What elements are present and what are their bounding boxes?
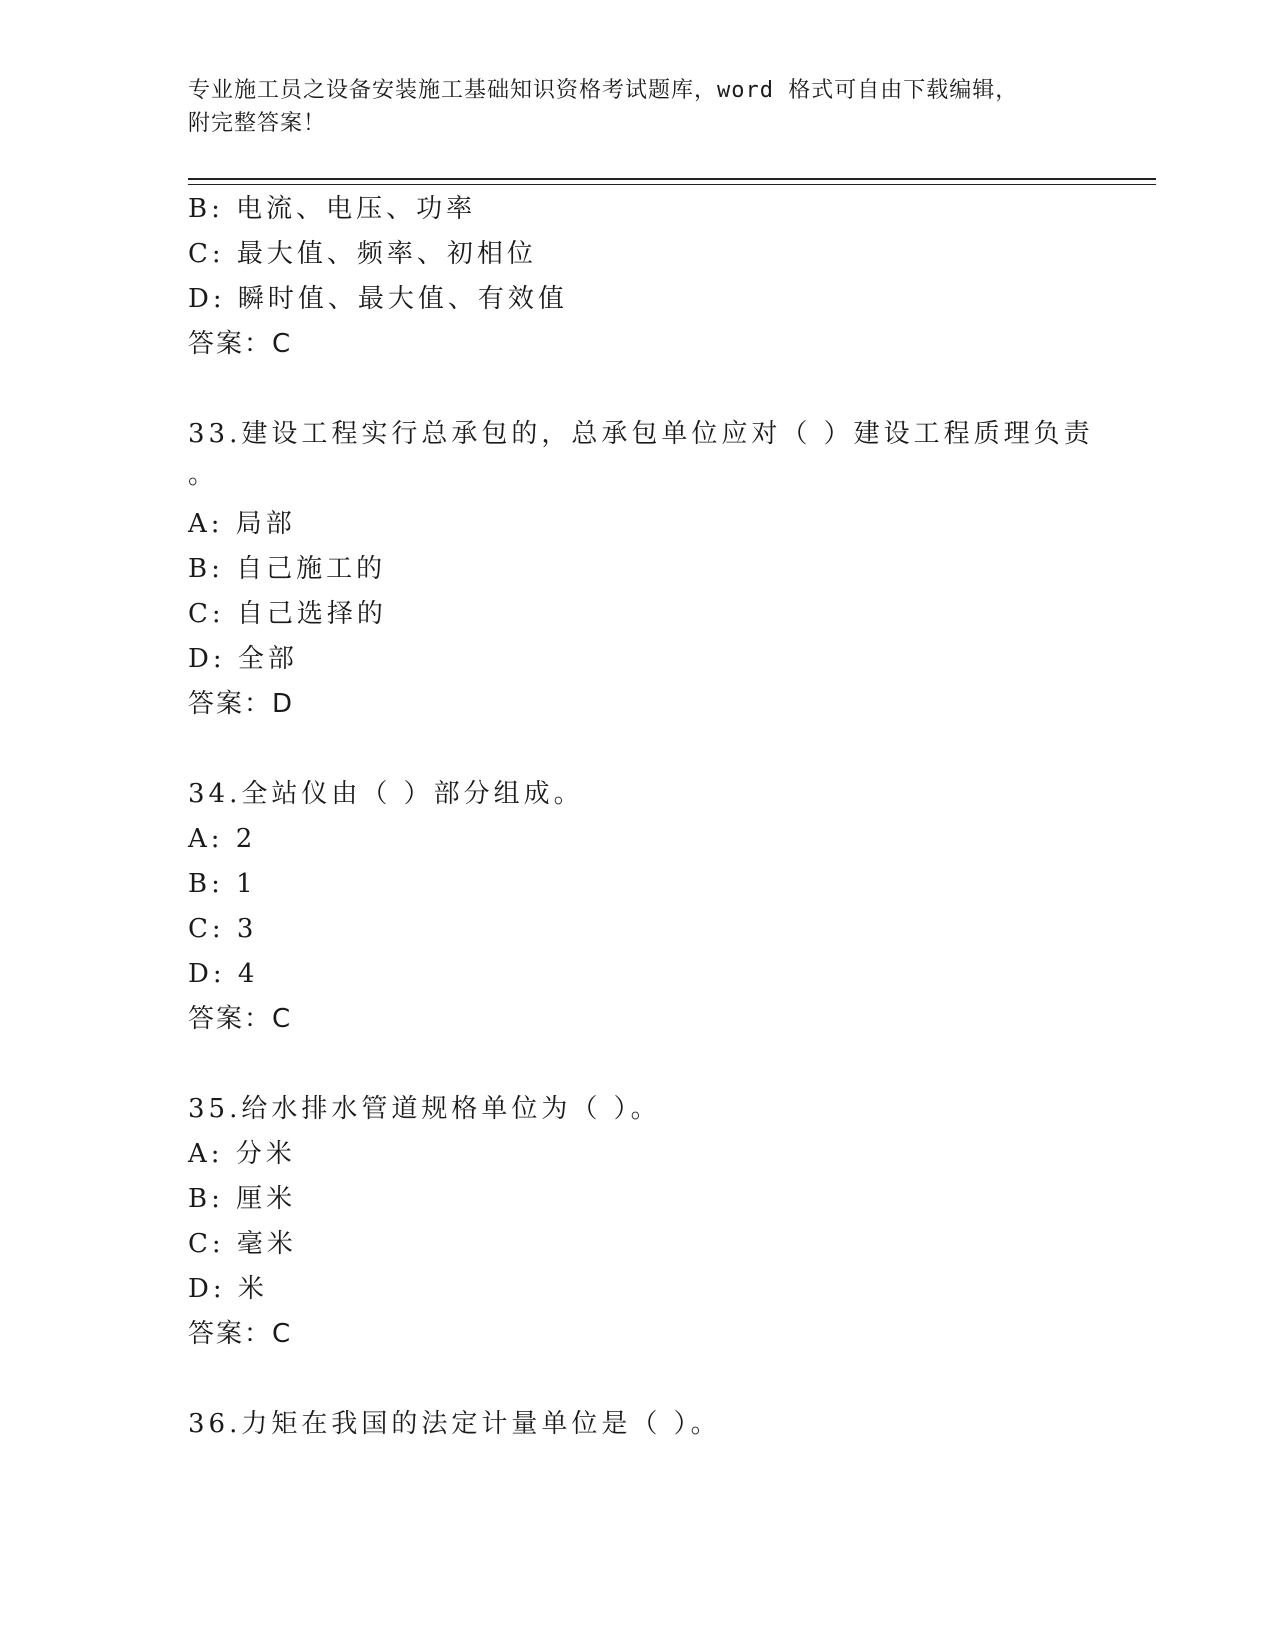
header-divider-thin	[188, 184, 1156, 185]
q33-answer: 答案：D	[188, 689, 295, 719]
header-divider-thick	[188, 178, 1156, 180]
q33-stem: 33.建设工程实行总承包的，总承包单位应对（ ）建设工程质理负责	[188, 419, 1094, 449]
q34-option-b: B: 1	[188, 869, 257, 899]
q33-option-b: B: 自己施工的	[188, 554, 387, 584]
q32-answer: 答案：C	[188, 329, 293, 359]
q33-option-a: A: 局部	[188, 509, 296, 539]
document-header	[188, 74, 1088, 140]
q33-stem-continuation: 。	[188, 460, 219, 490]
q35-option-d: D: 米	[188, 1274, 268, 1304]
q34-answer: 答案：C	[188, 1004, 293, 1034]
q32-option-c: C: 最大值、频率、初相位	[188, 239, 537, 269]
q32-option-b: B: 电流、电压、功率	[188, 194, 477, 224]
q35-option-b: B: 厘米	[188, 1184, 297, 1214]
q34-option-a: A: 2	[188, 824, 257, 854]
q33-option-d: D: 全部	[188, 644, 298, 674]
q35-answer: 答案：C	[188, 1319, 293, 1349]
header-line-2: 附完整答案！	[188, 111, 327, 136]
q33-option-c: C: 自己选择的	[188, 599, 387, 629]
q34-stem: 34.全站仪由（ ）部分组成。	[188, 779, 584, 809]
q32-option-d: D: 瞬时值、最大值、有效值	[188, 284, 568, 314]
q35-stem: 35.给水排水管道规格单位为（ ）。	[188, 1094, 661, 1124]
q34-option-d: D: 4	[188, 959, 259, 989]
q34-option-c: C: 3	[188, 914, 258, 944]
q35-option-c: C: 毫米	[188, 1229, 297, 1259]
q35-option-a: A: 分米	[188, 1139, 296, 1169]
q36-stem: 36.力矩在我国的法定计量单位是（ ）。	[188, 1409, 721, 1439]
header-line-1: 专业施工员之设备安装施工基础知识资格考试题库，word 格式可自由下载编辑，	[188, 78, 1019, 103]
